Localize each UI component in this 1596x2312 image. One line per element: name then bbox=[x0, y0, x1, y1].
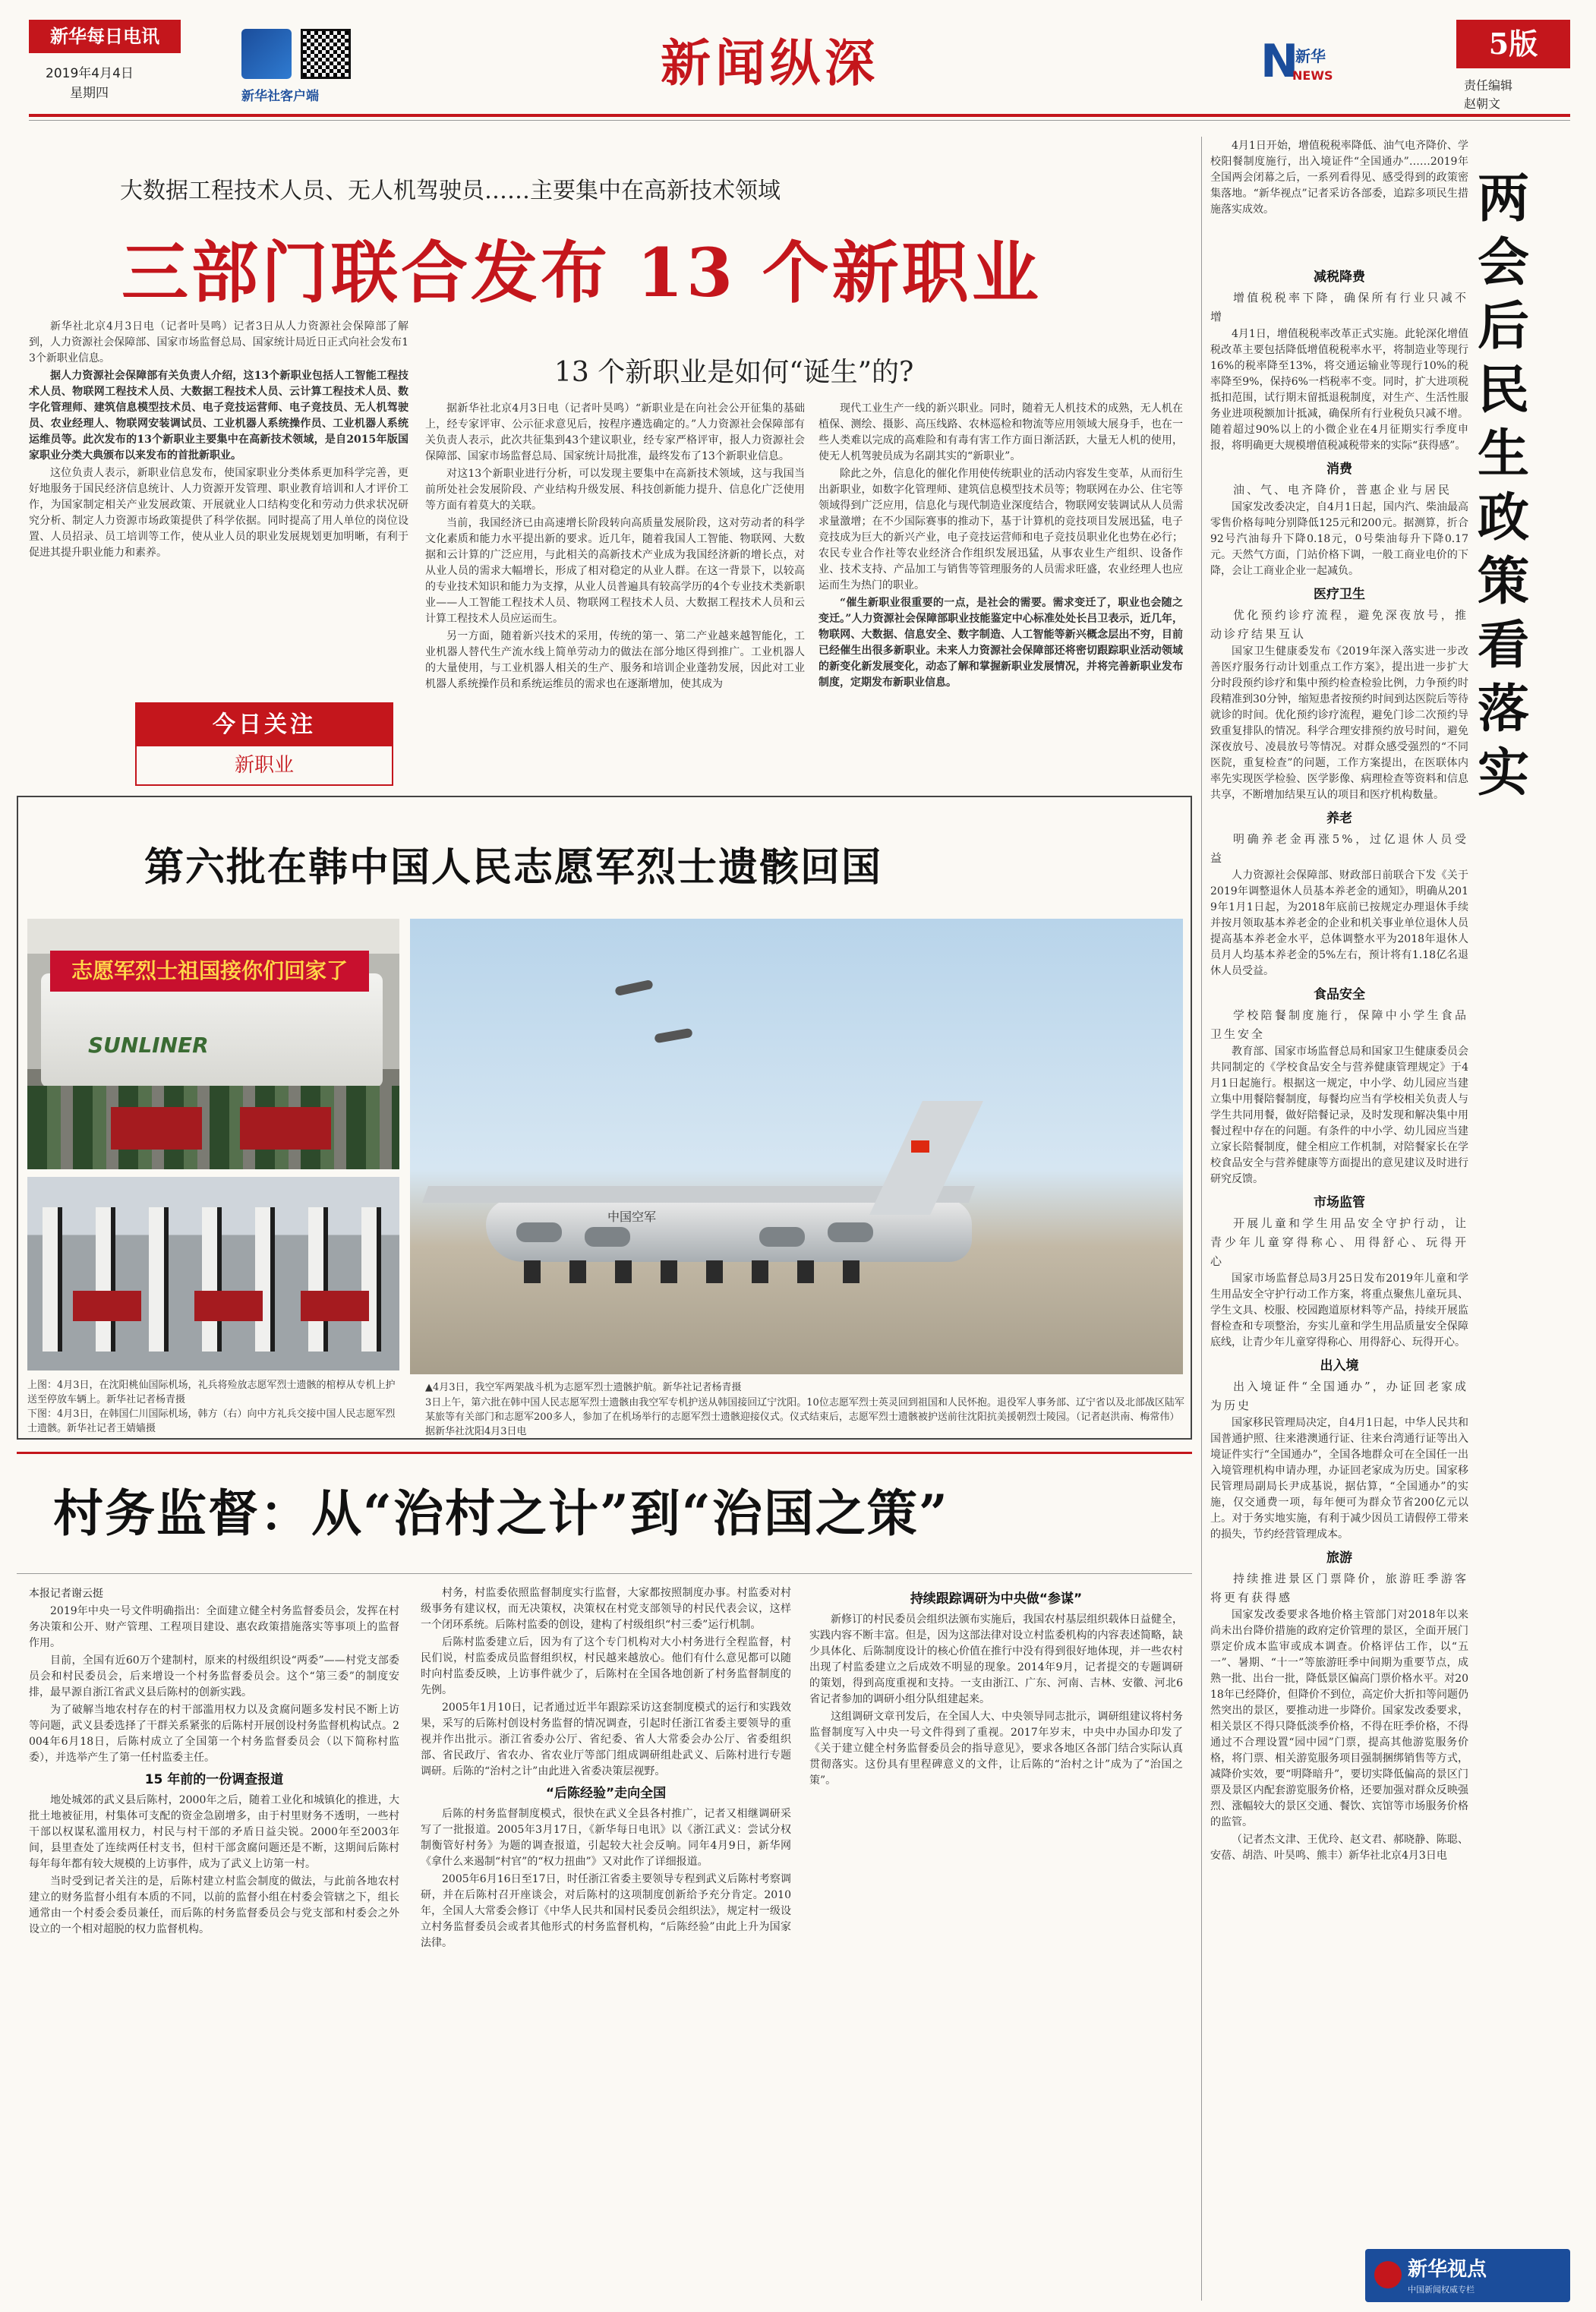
welcome-banner: 志愿军烈士祖国接你们回家了 bbox=[50, 951, 369, 992]
soldiers-row bbox=[27, 1086, 399, 1169]
village-byline: 本报记者谢云挺 bbox=[29, 1588, 103, 1600]
landing-gear bbox=[524, 1260, 881, 1283]
today-focus-label: 今日关注 bbox=[137, 704, 392, 746]
engine bbox=[585, 1227, 630, 1247]
engine bbox=[516, 1222, 562, 1242]
engine bbox=[828, 1222, 873, 1242]
policy-section-lead: 开展儿童和学生用品安全守护行动，让青少年儿童穿得称心、用得舒心、玩得开心 bbox=[1210, 1216, 1468, 1268]
policy-title: 两会后民生政策看落实 bbox=[1478, 169, 1530, 803]
policy-section-title: 市场监管 bbox=[1314, 1195, 1365, 1210]
caption-right-body: 3日上午，第六批在韩中国人民志愿军烈士遗骸由我空军专机护送从韩国接回辽宁沈阳。10位志愿军烈士英灵回到祖国和人民怀抱。退役军人事务部、辽宁省以及北部战区陆军某旅等有关部门和志愿军200多人，参加了在机场举行的志愿军烈士遗骸迎接仪式。仪式结束后，志愿军烈士遗骸被护送前往沈阳抗美援朝烈士陵园。（记者赵洪南、梅常伟）据新华社沈阳4月3日电 bbox=[425, 1397, 1184, 1437]
masthead-rule bbox=[29, 114, 1570, 117]
photo-honor-guard-bus bbox=[27, 919, 399, 1169]
logo-mark-icon bbox=[1374, 2261, 1402, 2288]
policy-section bbox=[1210, 587, 1468, 803]
flag-mark bbox=[911, 1140, 929, 1153]
policy-section-title: 养老 bbox=[1326, 811, 1352, 826]
aircraft-marking: 中国空军 bbox=[607, 1210, 657, 1224]
masthead bbox=[0, 0, 1596, 156]
paragraph: “催生新职业很重要的一点，是社会的需要。需求变迁了，职业也会随之变迁。”人力资源社会保障部职业技能鉴定中心标准处处长吕卫表示，近几年，物联网、大数据、信息安全、数字制造、人工智能等新兴概念层出不穷，目前已经催生出很多新职业。未来人力资源社会保障部还将密切跟踪职业活动领域的新变化新发展变化，动态了解和掌握新职业发展情况，并将完善新职业发布制度，定期发布新职业信息。 bbox=[819, 597, 1183, 689]
paragraph: 目前，全国有近60万个建制村，原来的村级组织设“两委”——村党支部委员会和村民委员会，后来增设一个村务监督委员会。这个“第三委”的制度安排，最早源自浙江省武义县后陈村的创新实践。 bbox=[29, 1654, 399, 1699]
client-app-icon bbox=[241, 29, 292, 79]
caption-right-title: ▲4月3日，我空军两架战斗机为志愿军烈士遗骸护航。新华社记者杨青摄 bbox=[425, 1382, 742, 1393]
village-col-1 bbox=[29, 1604, 399, 2295]
paragraph: 现代工业生产一线的新兴职业。同时，随着无人机技术的成熟，无人机在植保、测绘、摄影、高压线路、农林巡检和物流等应用领域大展身手，也在一些人类难以完成的高难险和有毒有害工作方面日渐活跃，大量无人机的使用，使无人机驾驶员成为名副其实的“新职业”。 bbox=[819, 402, 1183, 462]
policy-section-title: 出入境 bbox=[1320, 1358, 1359, 1374]
today-focus-box bbox=[135, 702, 393, 786]
photo-military-transport bbox=[410, 919, 1183, 1374]
policy-section-title: 旅游 bbox=[1326, 1550, 1352, 1566]
top-subhead: 13 个新职业是如何“诞生”的? bbox=[554, 357, 914, 388]
engine bbox=[759, 1227, 805, 1247]
xinhua-viewpoint-logo bbox=[1365, 2249, 1570, 2302]
paragraph: 据人力资源社会保障部有关负责人介绍，这13个新职业包括人工智能工程技术人员、物联网工程技术人员、大数据工程技术人员、云计算工程技术人员、数字化管理师、建筑信息模型技术员、电子竞技运营师、电子竞技员、无人机驾驶员、农业经理人、物联网安装调试员、工业机器人系统操作员、工业机器人系统运维员等。此次发布的13个新职业主要集中在高新技术领域，是自2015年版国家职业分类大典颁布以来发布的首批新职业。 bbox=[29, 370, 408, 462]
fighter-jet bbox=[654, 1028, 692, 1044]
policy-section-lead: 学校陪餐制度施行，保障中小学生食品卫生安全 bbox=[1210, 1008, 1468, 1041]
policy-section-title: 消费 bbox=[1326, 462, 1352, 477]
policy-section-lead: 出入境证件“全国通办”，办证回老家成为历史 bbox=[1210, 1380, 1468, 1412]
caption-left: 上图：4月3日，在沈阳桃仙国际机场，礼兵将殓放志愿军烈士遗骸的棺椁从专机上护送至停放车辆上。新华社记者杨青摄 下图：4月3日，在韩国仁川国际机场，韩方（右）向中方礼兵交接中国人民志愿军烈士遗骸。新华社记者王婧嫱摄 bbox=[27, 1380, 396, 1434]
page-number: 5版 bbox=[1456, 20, 1570, 68]
photo-story-headline: 第六批在韩中国人民志愿军烈士遗骸回国 bbox=[144, 844, 883, 891]
bus-brand-text: SUNLINER bbox=[88, 1033, 209, 1058]
paragraph: 当前，我国经济已由高速增长阶段转向高质量发展阶段，这对劳动者的科学文化素质和能力水平提出新的要求。近几年，随着我国人工智能、物联网、大数据和云计算的广泛应用，与此相关的高新技术产业成为我国经济新的增长点，对从业人员的需求大幅增长，形成了相对稳定的从业人群。在这一背景下，以较高的专业技术知识和能力为支撑，从业人员普遍具有较高学历的4个专业技术类新职业——人工智能工程技术人员、物联网工程技术人员、大数据工程技术人员和云计算工程技术人员应运而生。 bbox=[425, 517, 805, 625]
right-column-divider bbox=[1201, 137, 1202, 2301]
paragraph: 当时受到记者关注的是，后陈村建立村监会制度的做法，与此前各地农村建立的财务监督小组有本质的不同，以前的监督小组在村委会管辖之下，组长通常由一个村委会委员兼任，而后陈的村务监督委员会与党支部和村委会之外设立的一个相对超脱的权力监督机构。 bbox=[29, 1875, 399, 1935]
paragraph: 据新华社北京4月3日电（记者叶昊鸣）“新职业是在向社会公开征集的基础上，经专家评审、公示征求意见后，按程序遴选确定的。”人力资源社会保障部有关负责人表示，此次共征集到43个建议职业，经专家严格评审，报人力资源社会保障部、国家市场监督总局、国家统计局批准，最终发布了13个新职业信息。 bbox=[425, 402, 805, 462]
policy-section bbox=[1210, 270, 1468, 454]
issue-weekday: 星期四 bbox=[70, 86, 109, 101]
policy-intro bbox=[1210, 138, 1468, 260]
policy-section bbox=[1210, 1195, 1468, 1351]
paragraph: 4月1日，增值税税率改革正式实施。此轮深化增值税改革主要包括降低增值税税率水平，将制造业等现行16%的税率降至13%，将交通运输业等现行10%的税率降至9%，保持6%一档税率不变。同时，扩大进项税抵扣范围，试行期末留抵退税制度，对生产、生活性服务业进项税额加计抵减，确保所有行业税负只减不增。随着超过90%以上的小微企业在4月征期实行季度申报，将明确更大规模增值税减税带来的实际“获得感”。 bbox=[1210, 328, 1468, 452]
paragraph: 地处城郊的武义县后陈村，2000年之后，随着工业化和城镇化的推进，大批土地被征用，村集体可支配的资金急剧增多，由于村里财务不透明，一些村干部以权谋私滥用权力，村民与村干部的矛盾日益尖锐。2000年至2003年间，县里查处了连续两任村支书，但村干部贪腐问题还是不断，这期间后陈村每年每年都有较大规模的上访事件，成为了武义上访第一村。 bbox=[29, 1794, 399, 1870]
issue-date: 2019年4月4日 bbox=[46, 66, 134, 81]
editor-label: 责任编辑 bbox=[1464, 78, 1513, 93]
village-col-2 bbox=[421, 1585, 791, 2295]
coffin-red bbox=[301, 1291, 369, 1321]
policy-section bbox=[1210, 462, 1468, 579]
paragraph: 2019年中央一号文件明确指出：全面建立健全村务监督委员会，发挥在村务决策和公开、财产管理、工程项目建设、惠农政策措施落实等事项上的监督作用。 bbox=[29, 1605, 399, 1649]
policy-section-title: 医疗卫生 bbox=[1314, 587, 1365, 602]
coffin-red bbox=[240, 1107, 331, 1150]
brand-box: 新华每日电讯 bbox=[29, 20, 181, 53]
qr-code-icon bbox=[301, 29, 351, 79]
top-headline: 三部门联合发布 13 个新职业 bbox=[121, 233, 1042, 312]
paragraph: 人力资源社会保障部、财政部日前联合下发《关于2019年调整退休人员基本养老金的通知》，明确从2019年1月1日起，为2018年底前已按规定办理退休手续并按月领取基本养老金的企业和机关事业单位退休人员提高基本养老金水平，总体调整水平为2018年退休人员月人均基本养老金的5%左右，预计将有1.18亿名退休人员受益。 bbox=[1210, 869, 1468, 977]
paragraph: 后陈村监委建立后，因为有了这个专门机构对大小村务进行全程监督，村民们说，村监委成员监督组织权，村民越来越放心。他们有什么意见都可以随时向村监委反映，上访事件就少了，后陈村在全国各地创新了村务监督制度的先例。 bbox=[421, 1636, 791, 1696]
paragraph: 国家市场监督总局3月25日发布2019年儿童和学生用品安全守护行动工作方案，将重点聚焦儿童玩具、学生文具、校服、校园跑道原材料等产品，持续开展监督检查和专项整治，夯实儿童和学生用品质量安全保障底线，让青少年儿童穿得称心、用得舒心、玩得开心。 bbox=[1210, 1273, 1468, 1348]
village-col-3 bbox=[809, 1585, 1183, 2295]
top-col-3 bbox=[819, 401, 1183, 788]
coffin-red bbox=[111, 1107, 202, 1150]
paragraph: 新华社北京4月3日电（记者叶昊鸣）记者3日从人力资源社会保障部了解到，人力资源社会保障部、国家市场监督总局、国家统计局近日正式向社会发布13个新职业信息。 bbox=[29, 320, 408, 364]
paragraph: 国家移民管理局决定，自4月1日起，中华人民共和国普通护照、往来港澳通行证、往来台湾通行证等出入境证件实行“全国通办”，全国各地群众可在全国任一出入境管理机构申请办理，办证回老家成为历史。国家移民管理局副局长尹成基说，据估算，“全国通办”的实施，仅交通费一项，每年便可为群众节省200亿元以上。对于务实地实施，有利于减少因员工请假停工带来的损失，节约经营管理成本。 bbox=[1210, 1417, 1468, 1541]
fighter-jet bbox=[614, 979, 653, 996]
policy-section-title: 减税降费 bbox=[1314, 270, 1365, 285]
paragraph: 这位负责人表示，新职业信息发布，使国家职业分类体系更加科学完善，更好地服务于国民经济信息统计、人力资源开发管理、职业教育培训和人才评价工作，为国家制定相关产业发展政策、开展就业人口结构变化和劳动力供求状况研究分析、制定人力资源市场政策提供了科学依据。同时提高了用人单位的岗位设置、人员招录、员工培训等工作，使从业人员的职业发展规划更加明晰，有利于促进其提升职业能力和素养。 bbox=[29, 467, 408, 559]
logo-title: 新华视点 bbox=[1408, 2258, 1487, 2281]
top-col-2 bbox=[425, 401, 805, 788]
policy-section-lead: 油、气、电齐降价，普惠企业与居民 bbox=[1233, 483, 1452, 497]
client-label: 新华社客户端 bbox=[241, 89, 319, 104]
photo-handover-ceremony bbox=[27, 1177, 399, 1370]
coffin-red bbox=[73, 1291, 141, 1321]
policy-section bbox=[1210, 987, 1468, 1188]
news-logo: N 新华 NEWS bbox=[1260, 35, 1333, 88]
subheading: 15 年前的一份调查报道 bbox=[144, 1772, 284, 1787]
section-title: 新闻纵深 bbox=[661, 33, 879, 93]
paragraph: 另一方面，随着新兴技术的采用，传统的第一、第二产业越来越智能化，工业机器人替代生产流水线上简单劳动力的做法在部分地区得到推广。工业机器人的大量使用，与工业机器人相关的生产、服务和培训企业蓬勃发展，因此对工业机器人系统操作员和系统运维员的需求也在逐渐增加，使其成为 bbox=[425, 630, 805, 690]
masthead-rule-thin bbox=[29, 120, 1570, 121]
subheading: 持续跟踪调研为中央做“参谋” bbox=[910, 1591, 1083, 1607]
policy-sections bbox=[1210, 262, 1468, 2266]
paragraph: 国家发改委决定，自4月1日起，国内汽、柴油最高零售价格每吨分别降低125元和200元。据测算，折合92号汽油每升下降0.18元，0号柴油每升下降0.17元。天然气方面，门站价格下调，一般工商业电价的下降，会让工商业企业一起减负。 bbox=[1210, 501, 1468, 577]
top-col-1 bbox=[29, 319, 408, 691]
today-focus-topic: 新职业 bbox=[234, 754, 294, 777]
policy-section-lead: 明确养老金再涨5%，过亿退休人员受益 bbox=[1210, 832, 1468, 865]
policy-section-lead: 优化预约诊疗流程，避免深夜放号，推动诊疗结果互认 bbox=[1210, 608, 1468, 641]
policy-section bbox=[1210, 1550, 1468, 1831]
policy-section bbox=[1210, 1358, 1468, 1543]
paragraph: 国家卫生健康委发布《2019年深入落实进一步改善医疗服务行动计划重点工作方案》，提出进一步扩大分时段预约诊疗和集中预约检查检验比例，力争预约时段精准到30分钟，缩短患者按预约时间到达医院后等待就诊的时间。优化预约诊疗流程，避免门诊二次预约导致重复排队的情况。科学合理安排预约放号时间，避免深夜放号、凌晨放号等情况。对群众感受强烈的“不同医院，重复检查”的问题，工作方案提出，在医联体内率先实现医学检验、医学影像、病理检查等资料和信息共享，不断增加结果互认的项目和医疗机构数量。 bbox=[1210, 645, 1468, 801]
village-rule bbox=[17, 1452, 1192, 1454]
paragraph: 2005年6月16日至17日，时任浙江省委主要领导专程到武义后陈村考察调研，并在后陈村召开座谈会，对后陈村的这项制度创新给予充分肯定。2010年，全国人大常委会修订《中华人民共和国村民委员会组织法》，规定村一级设立村务监督委员会或者其他形式的村务监督机构，“后陈经验”由此上升为国家法律。 bbox=[421, 1873, 791, 1949]
paragraph: 后陈的村务监督制度模式，很快在武义全县各村推广，记者又相继调研采写了一批报道。2005年3月17日，《新华每日电讯》以《浙江武义：尝试分权制衡管好村务》为题的调查报道，引起较大社会反响。同年4月9日，新华网《拿什么来遏制“村官”的“权力扭曲”》又对此作了详细报道。 bbox=[421, 1808, 791, 1868]
policy-section-lead: 增值税税率下降，确保所有行业只减不增 bbox=[1210, 291, 1468, 323]
top-kicker: 大数据工程技术人员、无人机驾驶员……主要集中在高新技术领域 bbox=[120, 178, 781, 204]
coffin-red bbox=[194, 1291, 263, 1321]
paragraph: 这组调研文章刊发后，在全国人大、中央领导同志批示，调研组建议将村务监督制度写入中央一号文件得到了重视。2017年岁末，中央中办国办印发了《关于建立健全村务监督委员会的指导意见》，要求各地区各部门结合实际认真贯彻落实。这份具有里程碑意义的文件，让后陈的“治村之计”成为了“治国之策”。 bbox=[809, 1711, 1183, 1787]
editor-name: 赵朝文 bbox=[1464, 96, 1501, 111]
policy-section bbox=[1210, 811, 1468, 979]
policy-section-title: 食品安全 bbox=[1314, 987, 1365, 1002]
village-rule-thin bbox=[17, 1573, 1192, 1574]
paragraph: 2005年1月10日，记者通过近半年跟踪采访这套制度模式的运行和实践效果，采写的后陈村创设村务监督的情况调查，引起时任浙江省委主要领导的重视并作出批示。浙江省委办公厅、省纪委、省人大常委会办公厅、省委组织部、省民政厅、省农办、省农业厅等部门组成调研组赴武义、后陈村进行专题调研。后陈的“治村之计”由此进入省委决策层视野。 bbox=[421, 1702, 791, 1777]
paragraph: 对这13个新职业进行分析，可以发现主要集中在高新技术领域，这与我国当前所处社会发展阶段、产业结构升级发展、科技创新能力提升、信息化广泛使用等方面有着莫大的关联。 bbox=[425, 468, 805, 512]
guards-row bbox=[27, 1207, 399, 1352]
paragraph: 新修订的村民委员会组织法颁布实施后，我国农村基层组织载体日益健全，实践内容不断丰富。但是，因为这部法律对设立村监委机构的内容表述简略，缺少具体化、后陈制度设计的核心价值在推行中没有得到很好地体现，并一些农村出现了村监委建立之后成效不明显的现象。2014年9月，记者提交的专题调研的策划，得到高度重视和支持。一支由浙江、广东、河南、吉林、安徽、河北6省记者参加的调研小组分队组建起来。 bbox=[809, 1613, 1183, 1705]
policy-section-lead: 持续推进景区门票降价，旅游旺季游客将更有获得感 bbox=[1210, 1572, 1468, 1604]
paragraph: 村务，村监委依照监督制度实行监督，大家都按照制度办事。村监委对村级事务有建议权，而无决策权，决策权在村党支部领导的村民代表会议，这样一个闭环系统。后陈村监委的创设，建构了村级组织“村三委”运行机制。 bbox=[421, 1587, 791, 1631]
paragraph: 国家发改委要求各地价格主管部门对2018年以来尚未出台降价措施的政府定价管理的景区，全面开展门票定价成本监审或成本调查。价格评估工作，以“五一”、暑期、“十一”等旅游旺季中间期为重要节点，成熟一批、出台一批，降低景区偏高门票价格水平。对2018年已经降价，但降价不到位，高定价大折扣等问题仍然突出的景区，要推动进一步降价。国家发改委要求，相关景区不得只降低淡季价格，不得在旺季价格，不得通过不合理设置“园中园”门票，提高其他游览服务价格，将门票、相关游览服务项目强制捆绑销售等方式，减降价实效，要“明降暗升”，要切实降低偏高的景区门票及景区内配套游览服务价格，还要加强对群众反映强烈、涨幅较大的景区交通、餐饮、宾馆等市场服务价格的监管。 bbox=[1210, 1609, 1468, 1828]
policy-byline: （记者杰文津、王优玲、赵文君、郝晓静、陈聪、安蓓、胡浩、叶昊鸣、熊丰）新华社北京4月3日电 bbox=[1210, 1834, 1468, 1862]
paragraph: 4月1日开始，增值税税率降低、油气电齐降价、学校阳餐制度施行，出入境证件“全国通办”……2019年全国两会闭幕之后，一系列看得见、感受得到的政策密集落地。“新华视点”记者采访各部委，追踪多项民生措施落实成效。 bbox=[1210, 140, 1468, 216]
paragraph: 教育部、国家市场监督总局和国家卫生健康委员会共同制定的《学校食品安全与营养健康管理规定》于4月1日起施行。根据这一规定，中小学、幼儿园应当建立集中用餐陪餐制度，每餐均应当有学校相关负责人与学生共同用餐，做好陪餐记录，及时发现和解决集中用餐过程中存在的问题。有条件的中小学、幼儿园应当建立家长陪餐制度，健全相应工作机制，对陪餐家长在学校食品安全与营养健康等方面提出的意见建议及时进行研究反馈。 bbox=[1210, 1046, 1468, 1185]
logo-subtitle: 中国新闻权威专栏 bbox=[1408, 2285, 1475, 2295]
paragraph: 除此之外，信息化的催化作用使传统职业的活动内容发生变革，从而衍生出新职业，如数字化管理师、建筑信息模型技术员等；物联网在办公、住宅等领域得到广泛应用，信息化与现代制造业深度结合，物联网安装调试从人员需求量激增；在不少国际赛事的推动下，基于计算机的竞技项目发展迅猛，电子竞技成为巨大的新兴产业，电子竞技运营师和电子竞技员职业化也势在必行；农民专业合作社等农业经济合作组织发展迅猛，从事农业生产组织、设备作业、技术支持、产品加工与销售等管理服务的人员需求旺盛，农业经理人也应运而生为热门的职业。 bbox=[819, 468, 1183, 591]
subheading: “后陈经验”走向全国 bbox=[545, 1786, 667, 1801]
village-headline: 村务监督：从“治村之计”到“治国之策” bbox=[53, 1484, 949, 1543]
paragraph: 为了破解当地农村存在的村干部滥用权力以及贪腐问题多发村民不断上访等问题，武义县委选择了干群关系紧张的后陈村开展创设村务监督机构试点。2004年6月18日，后陈村成立了全国第一个村务监督委员会（以下简称村监委），并选举产生了第一任村监委主任。 bbox=[29, 1704, 399, 1764]
